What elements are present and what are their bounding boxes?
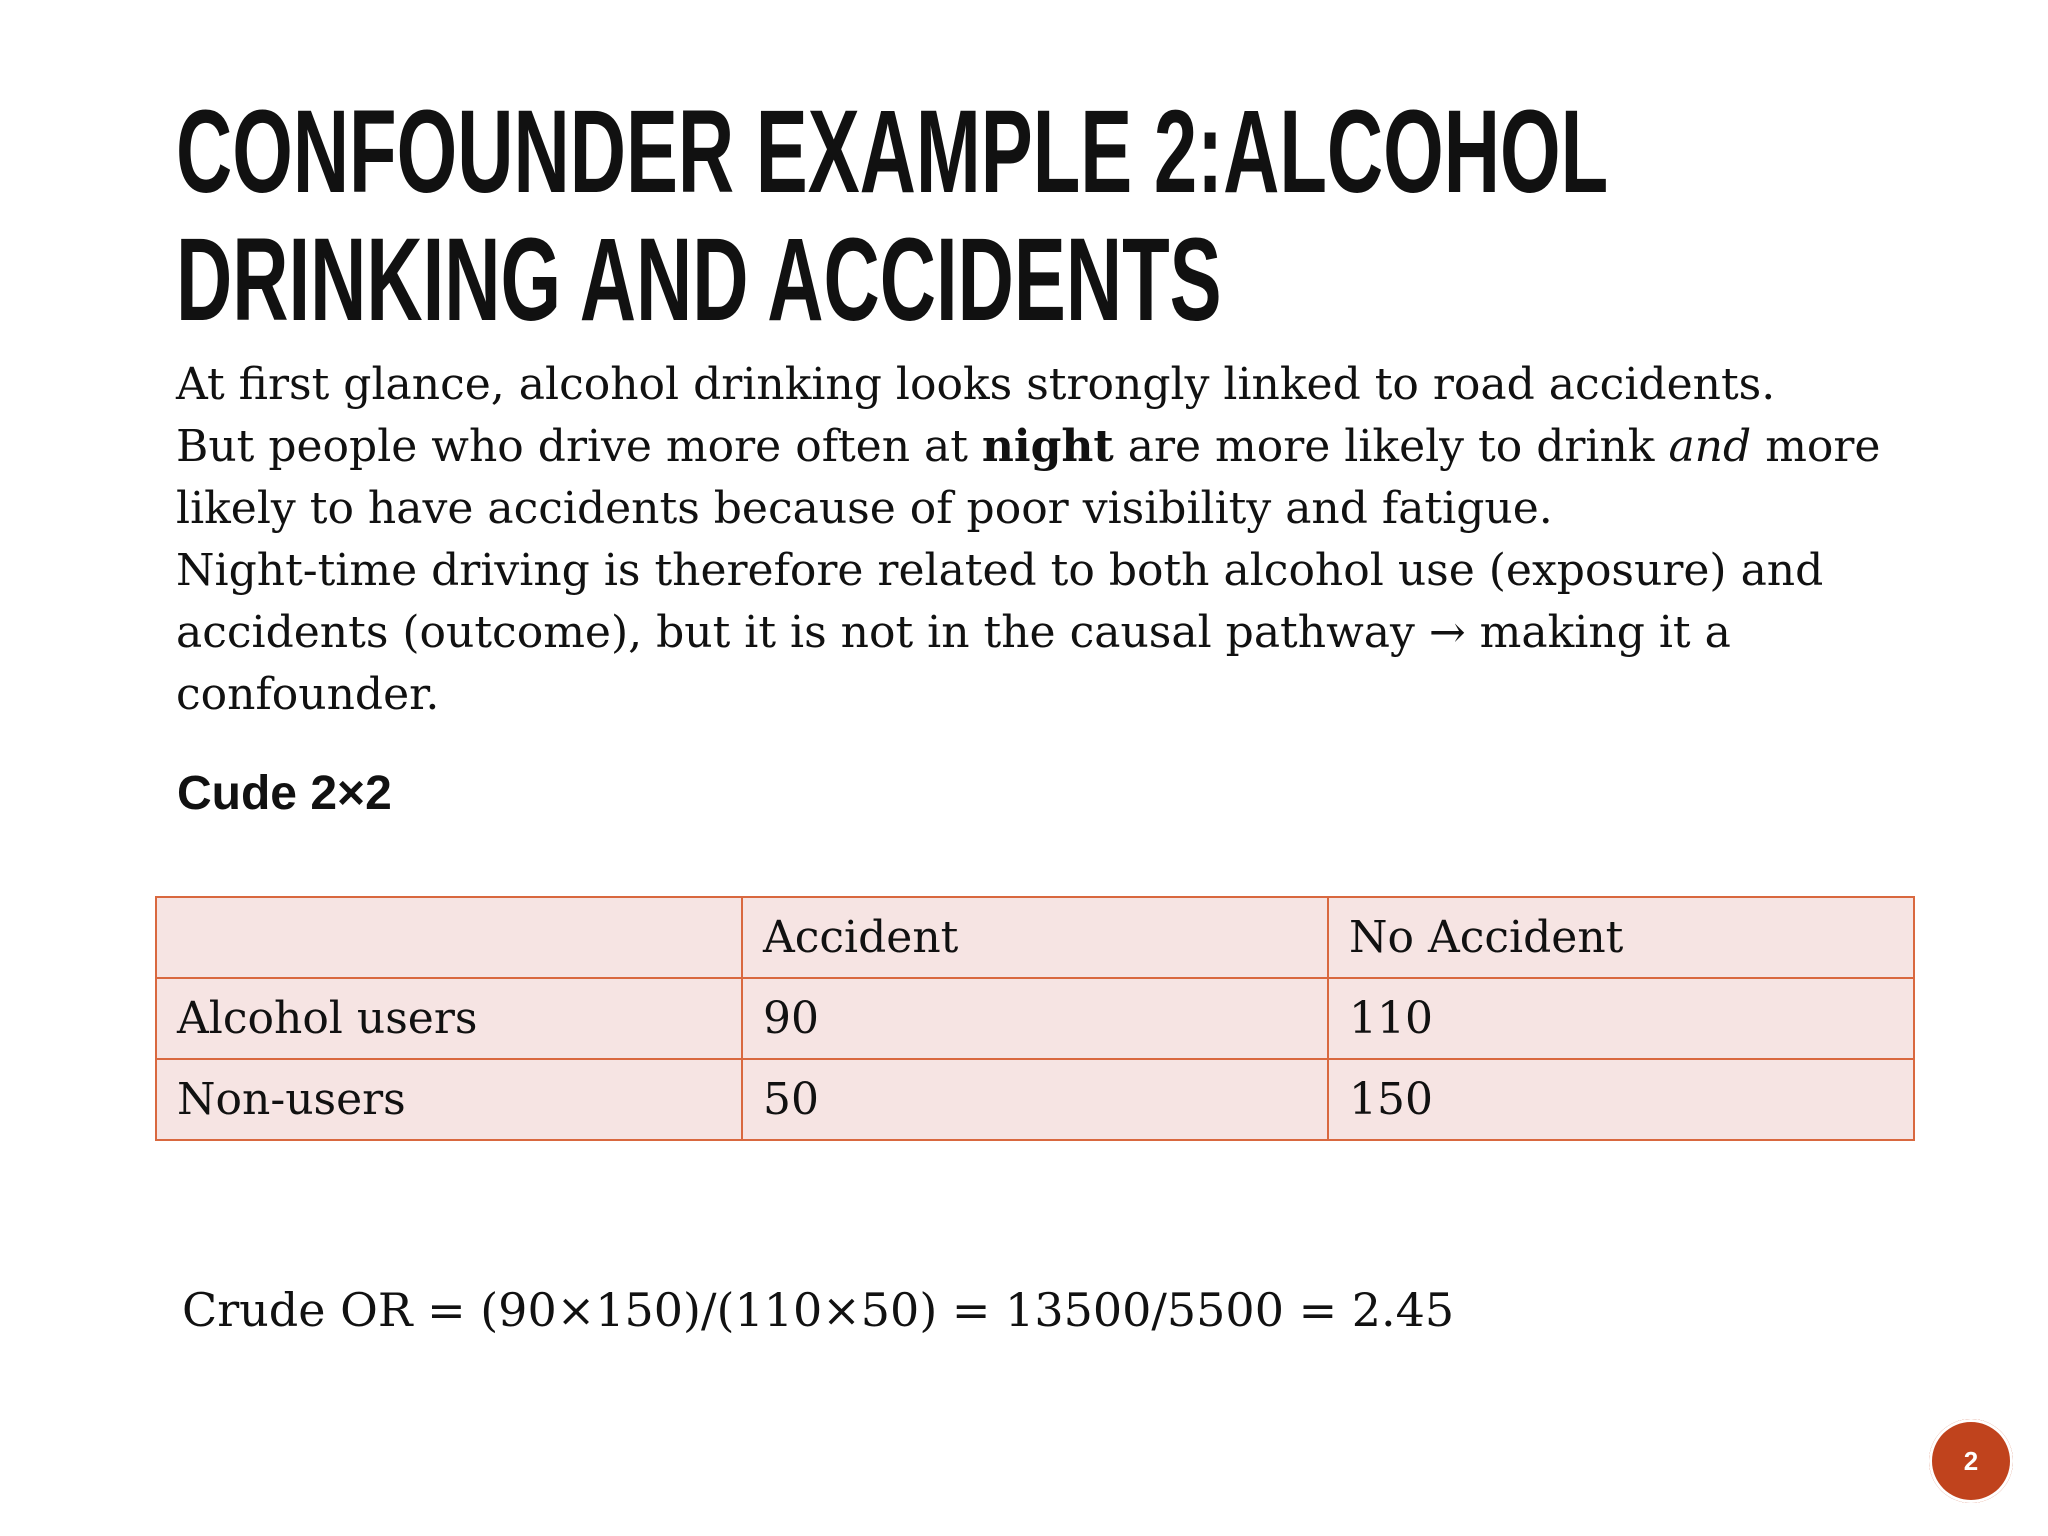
table-row-label: Non-users (156, 1059, 742, 1140)
table-cell: 90 (742, 978, 1328, 1059)
table-row-label: Alcohol users (156, 978, 742, 1059)
page-number: 2 (1963, 1445, 1979, 1476)
table-cell: 110 (1328, 978, 1914, 1059)
paragraph-3-line-2: accidents (outcome), but it is not in the causal pathway → making it a (176, 607, 1731, 658)
table-row (156, 978, 1914, 1059)
table-row (156, 1059, 1914, 1140)
title-line-1: CONFOUNDER EXAMPLE 2:ALCOHOL (176, 86, 1609, 218)
paragraph-2-bold-night: night (981, 421, 1114, 472)
paragraph-3-line-3: confounder. (176, 669, 440, 720)
paragraph-2-line-2: likely to have accidents because of poor visibility and fatigue. (176, 483, 1553, 534)
title-line-2: DRINKING AND ACCIDENTS (176, 214, 1222, 346)
paragraph-3-line-1: Night-time driving is therefore related to both alcohol use (exposure) and (176, 545, 1824, 596)
page-number-badge (1929, 1419, 2013, 1503)
slide-title (176, 88, 1760, 344)
table-header-cell: Accident (742, 897, 1328, 978)
paragraph-2-line-1 (176, 416, 1986, 478)
paragraph-2-italic-and: and (1668, 421, 1752, 472)
table-subheading: Cude 2×2 (177, 767, 392, 820)
crude-or-formula: Crude OR = (90×150)/(110×50) = 13500/5500 = 2.45 (182, 1283, 1455, 1337)
paragraph-2-before-bold: But people who drive more often at (176, 421, 982, 472)
body-text (176, 354, 1986, 726)
table-cell: 50 (742, 1059, 1328, 1140)
paragraph-2-middle: are more likely to drink (1113, 421, 1669, 472)
table-cell: 150 (1328, 1059, 1914, 1140)
table-header-row (156, 897, 1914, 978)
paragraph-1: At first glance, alcohol drinking looks strongly linked to road accidents. (176, 359, 1776, 410)
contingency-table (155, 896, 1915, 1141)
table-header-cell: No Accident (1328, 897, 1914, 978)
paragraph-2-after-italic: more (1751, 421, 1881, 472)
table-header-cell (156, 897, 742, 978)
